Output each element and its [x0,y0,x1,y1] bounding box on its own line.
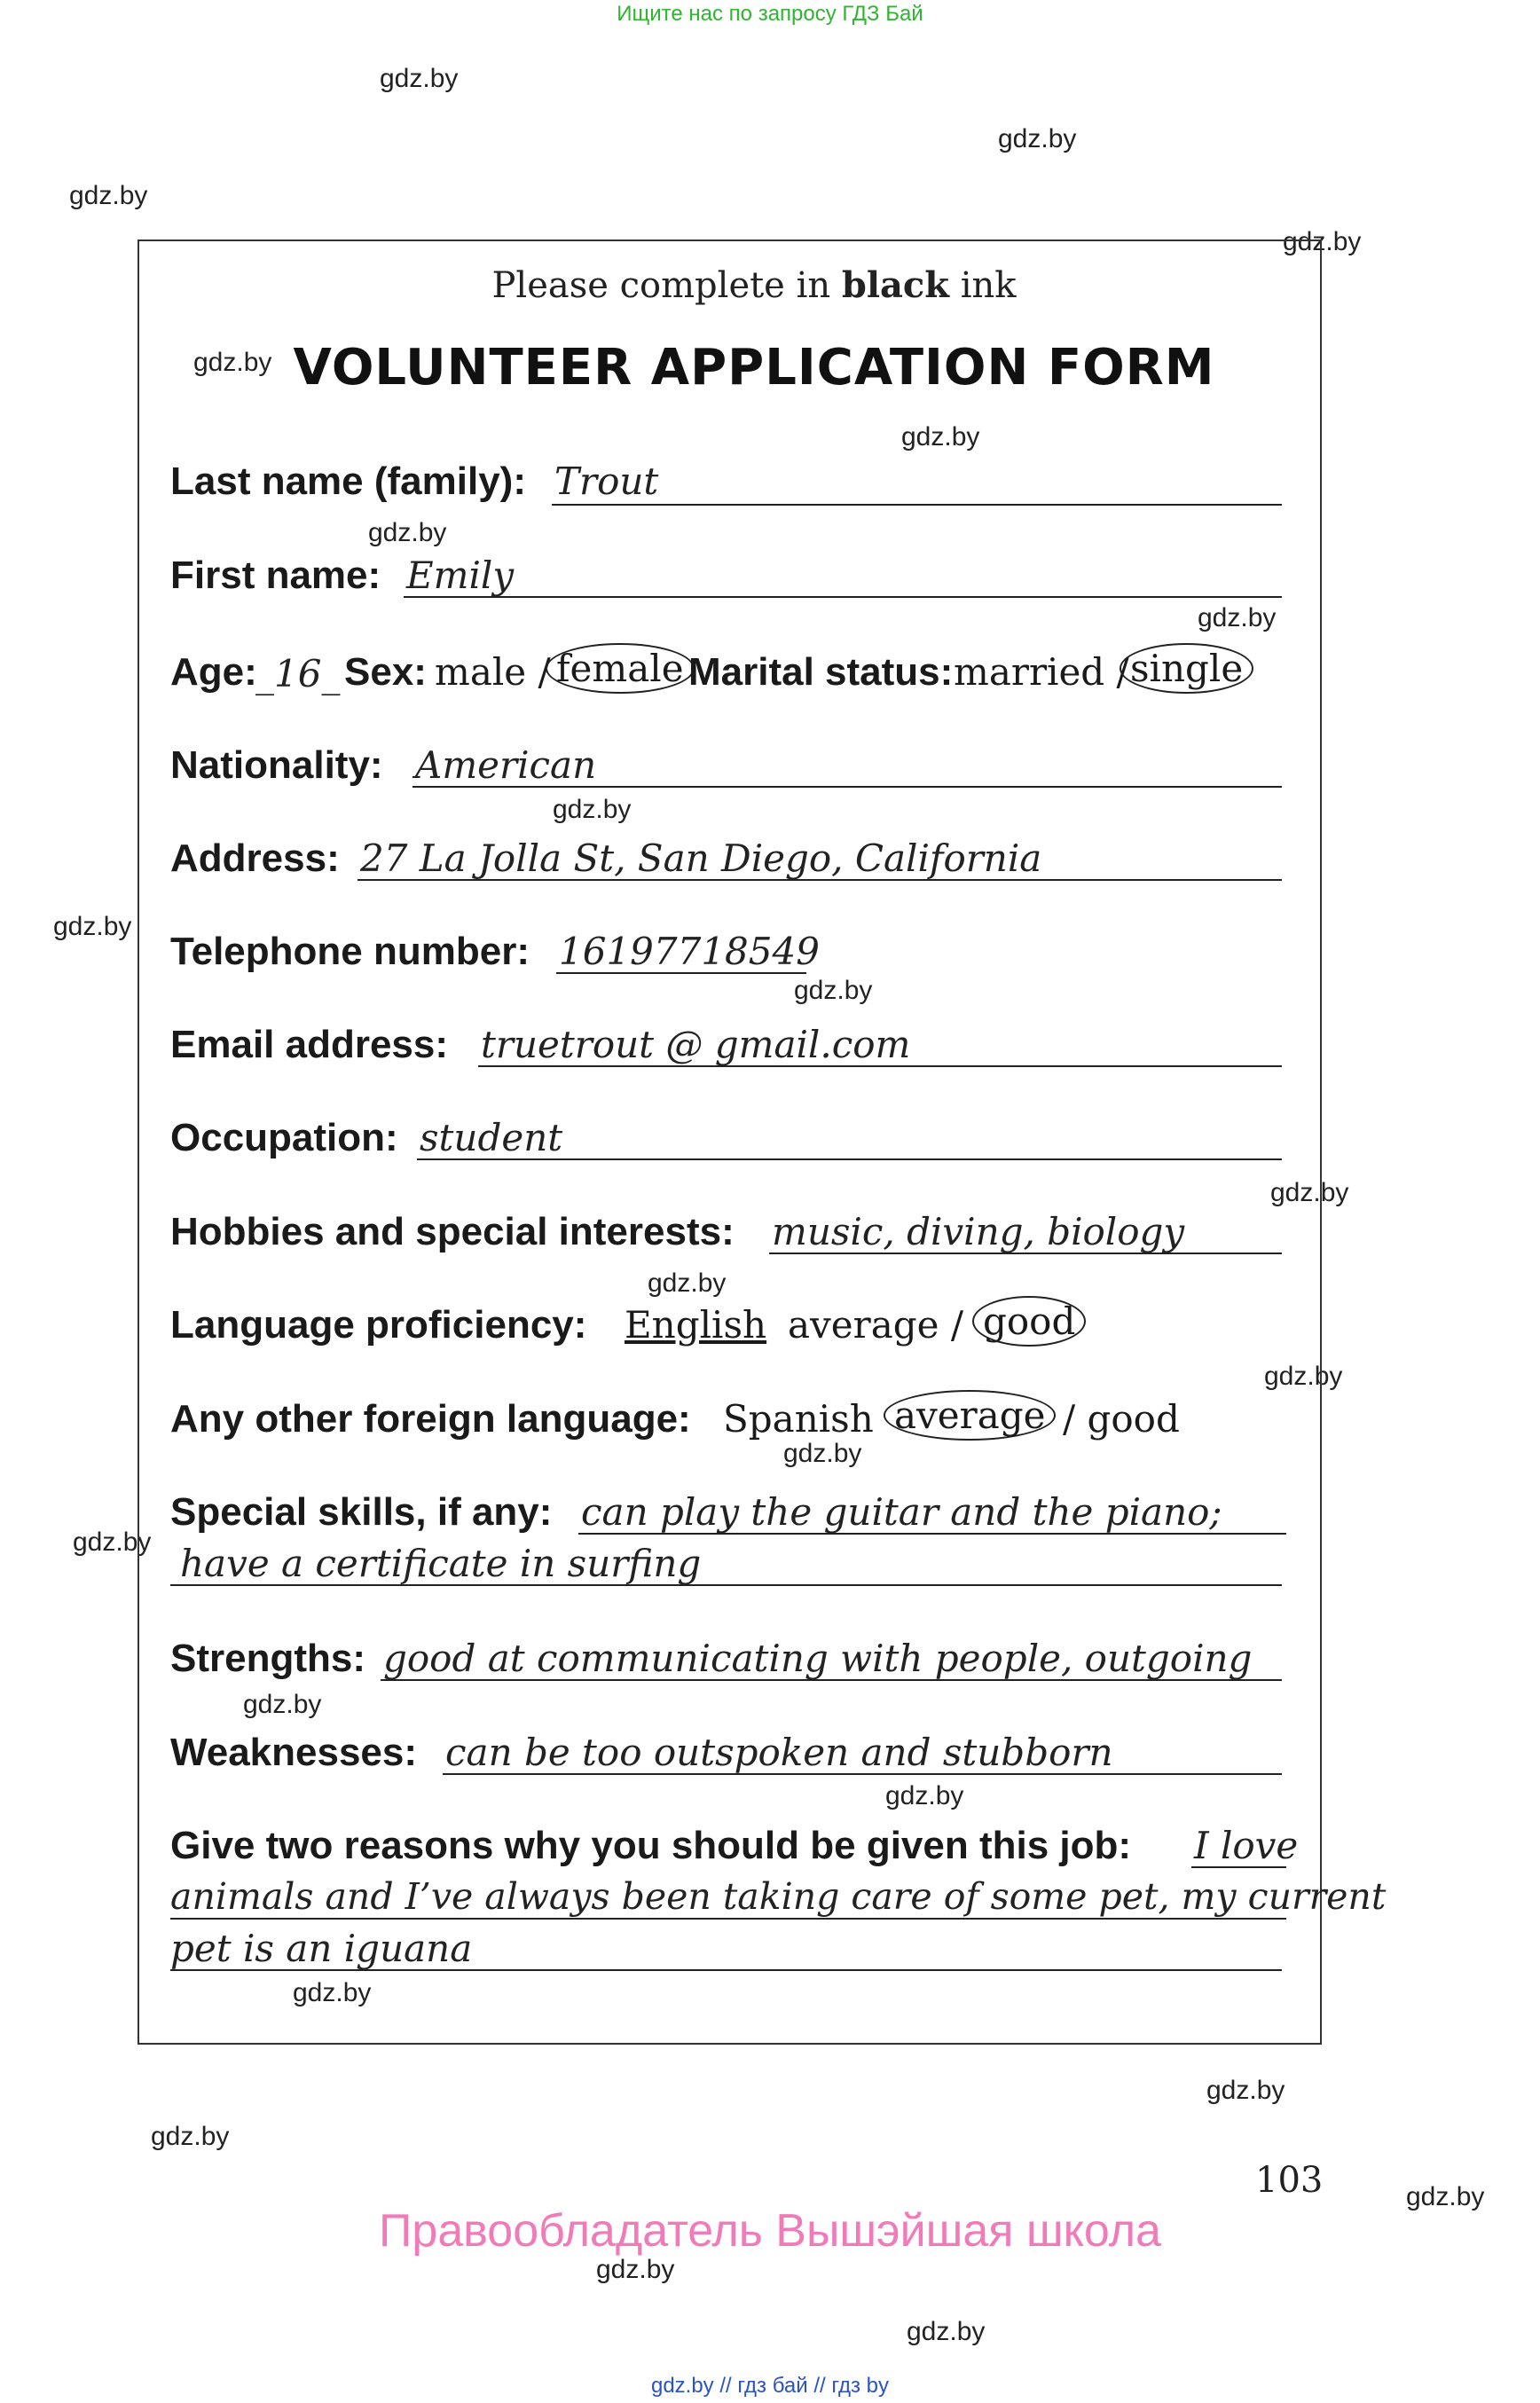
email-value[interactable]: truetrout @ gmail.com [481,1023,911,1066]
page-number: 103 [1255,2160,1324,2201]
other-language-label: Any other foreign language: [170,1397,691,1441]
address-value[interactable]: 27 La Jolla St, San Diego, California [360,836,1042,880]
watermark: gdz.by [1206,2076,1285,2105]
reasons-line2[interactable]: animals and I’ve always been taking care of some pet, my current [170,1875,1387,1918]
watermark: gdz.by [998,124,1077,153]
address-label: Address: [170,836,340,880]
weaknesses-line [443,1773,1282,1775]
reasons-line [170,1918,1286,1920]
strengths-line [381,1679,1282,1681]
special-skills-line2[interactable]: have a certificate in surfing [180,1542,702,1585]
first-name-label: First name: [170,554,381,597]
email-line [478,1065,1282,1067]
rights-holder: Правообладатель Вышэйшая школа [379,2205,1161,2257]
occupation-value[interactable]: student [420,1116,563,1159]
marital-option-single[interactable]: single [1120,643,1253,694]
watermark: gdz.by [1270,1178,1349,1207]
marital-option-married[interactable]: married / [954,650,1129,694]
top-banner[interactable]: Ищите нас по запросу ГДЗ Бай [617,2,923,26]
age-value[interactable]: _16_ [255,652,341,695]
address-line [358,879,1282,881]
watermark: gdz.by [1198,603,1277,632]
form-title: VOLUNTEER APPLICATION FORM [293,339,1215,397]
email-label: Email address: [170,1023,449,1066]
watermark: gdz.by [293,1978,372,2007]
nationality-label: Nationality: [170,743,383,787]
sex-option-female[interactable]: female [546,643,695,694]
instruction-suffix: ink [960,265,1017,306]
strengths-value[interactable]: good at communicating with people, outgoing [383,1637,1253,1680]
other-language-option-good[interactable]: / good [1063,1397,1180,1441]
hobbies-label: Hobbies and special interests: [170,1210,735,1253]
reasons-line [170,1969,1282,1971]
last-name-value[interactable]: Trout [554,459,659,503]
strengths-label: Strengths: [170,1637,365,1680]
watermark: gdz.by [907,2317,986,2346]
instruction-prefix: Please complete in [491,265,831,306]
language-value[interactable]: English [625,1303,767,1347]
age-label: Age: [170,650,257,694]
instruction-bold: black [841,264,949,306]
reasons-label: Give two reasons why you should be given this job: [170,1824,1132,1867]
telephone-label: Telephone number: [170,930,530,973]
hobbies-value[interactable]: music, diving, biology [772,1210,1185,1253]
watermark: gdz.by [380,64,459,93]
other-language-value[interactable]: Spanish [723,1397,874,1441]
last-name-line [552,504,1282,506]
special-skills-line [578,1533,1286,1535]
language-proficiency-label: Language proficiency: [170,1303,587,1347]
watermark: gdz.by [885,1781,964,1810]
watermark: gdz.by [151,2122,230,2151]
weaknesses-value[interactable]: can be too outspoken and stubborn [445,1731,1113,1774]
reasons-line1[interactable]: I love [1194,1824,1299,1867]
telephone-value[interactable]: 16197718549 [559,930,820,973]
watermark: gdz.by [794,976,873,1005]
watermark: gdz.by [243,1690,322,1719]
watermark: gdz.by [1264,1362,1343,1391]
special-skills-line [170,1584,1282,1586]
special-skills-line1[interactable]: can play the guitar and the piano; [581,1490,1222,1534]
watermark: gdz.by [1283,227,1362,256]
watermark: gdz.by [553,795,632,824]
watermark: gdz.by [368,518,447,547]
occupation-line [417,1158,1282,1160]
hobbies-line [769,1253,1282,1254]
weaknesses-label: Weaknesses: [170,1731,418,1774]
language-option-average[interactable]: average / [788,1303,963,1347]
instruction [138,264,1371,306]
reasons-line [1191,1866,1286,1868]
watermark: gdz.by [783,1439,862,1468]
last-name-label: Last name (family): [170,459,526,503]
watermark: gdz.by [648,1268,727,1298]
sex-option-male[interactable]: male / [435,650,551,694]
watermark: gdz.by [193,348,272,377]
occupation-label: Occupation: [170,1116,398,1159]
watermark: gdz.by [1406,2182,1485,2211]
other-language-option-average[interactable]: average [884,1390,1056,1441]
watermark: gdz.by [53,912,132,941]
special-skills-label: Special skills, if any: [170,1490,553,1534]
nationality-line [412,786,1282,788]
telephone-line [556,972,806,974]
first-name-value[interactable]: Emily [406,554,515,597]
watermark: gdz.by [69,181,148,210]
language-option-good[interactable]: good [972,1296,1086,1347]
nationality-value[interactable]: American [415,743,597,787]
marital-status-label: Marital status: [688,650,954,694]
first-name-line [404,596,1282,598]
watermark: gdz.by [73,1527,152,1557]
reasons-line3[interactable]: pet is an iguana [170,1927,473,1970]
footer-links[interactable]: gdz.by // гдз бай // гдз by [650,2374,890,2398]
watermark: gdz.by [596,2255,675,2284]
sex-label: Sex: [344,650,427,694]
watermark: gdz.by [901,422,980,452]
